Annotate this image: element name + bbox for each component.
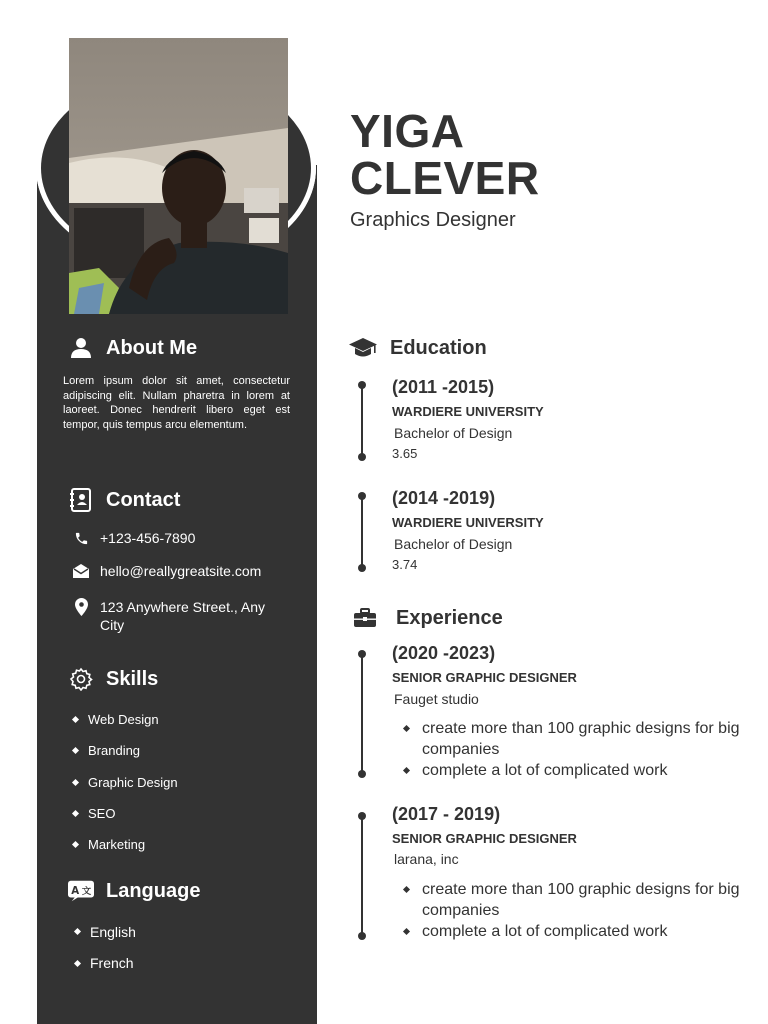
- language-list: [75, 916, 136, 979]
- candidate-name: [350, 105, 540, 204]
- contact-phone[interactable]: [72, 529, 195, 547]
- education-timeline-2: [361, 496, 363, 568]
- experience-point: complete a lot of complicated work: [404, 760, 744, 781]
- skill-item: Web Design: [73, 704, 178, 735]
- experience-heading: [350, 605, 503, 631]
- skill-item: Marketing: [73, 829, 178, 860]
- about-heading-label: About Me: [106, 336, 198, 359]
- skill-item: Branding: [73, 735, 178, 766]
- language-heading-label: Language: [106, 879, 201, 902]
- skills-list: [73, 704, 178, 860]
- user-icon: [68, 335, 94, 361]
- language-item: French: [75, 948, 136, 980]
- skill-item: Graphic Design: [73, 767, 178, 798]
- education-gpa: 3.74: [392, 557, 418, 572]
- experience-company: Fauget studio: [394, 691, 479, 707]
- education-gpa: 3.65: [392, 446, 418, 461]
- experience-company: larana, inc: [394, 851, 459, 867]
- briefcase-icon: [350, 605, 380, 631]
- contact-heading: [68, 487, 180, 513]
- about-text: Lorem ipsum dolor sit amet, consectetur adipiscing elit. Nullam pharetra in lorem at laoreet. Donec hendrerit libero eget est tempor, quis tempus arcu elementum.: [63, 375, 290, 431]
- contact-heading-label: Contact: [106, 488, 181, 511]
- job-title: Graphics Designer: [350, 209, 516, 231]
- skill-item: SEO: [73, 798, 178, 829]
- experience-years: (2020 -2023): [392, 643, 496, 663]
- education-school: WARDIERE UNIVERSITY: [392, 515, 544, 530]
- experience-heading-label: Experience: [396, 606, 503, 629]
- skills-heading: [68, 666, 158, 692]
- envelope-icon: [72, 562, 90, 580]
- graduation-cap-icon: [348, 335, 378, 361]
- contact-address: [72, 598, 292, 634]
- location-pin-icon: [72, 598, 90, 616]
- phone-icon: [72, 529, 90, 547]
- experience-point: create more than 100 graphic designs for big companies: [404, 879, 744, 921]
- contact-address-text: 123 Anywhere Street., Any City: [100, 599, 265, 633]
- education-heading: [348, 335, 487, 361]
- skills-heading-label: Skills: [106, 667, 159, 690]
- experience-title: SENIOR GRAPHIC DESIGNER: [392, 831, 577, 846]
- about-heading: [68, 335, 197, 361]
- svg-text:文: 文: [81, 885, 92, 897]
- education-years: (2014 -2019): [392, 488, 496, 508]
- experience-point: complete a lot of complicated work: [404, 921, 744, 942]
- profile-photo: [69, 38, 288, 314]
- contact-phone-text: +123-456-7890: [100, 530, 196, 546]
- education-heading-label: Education: [390, 336, 487, 359]
- gear-icon: [68, 666, 94, 692]
- name-last: CLEVER: [350, 152, 540, 204]
- education-school: WARDIERE UNIVERSITY: [392, 404, 544, 419]
- experience-timeline-2: [361, 816, 363, 936]
- education-years: (2011 -2015): [392, 377, 495, 397]
- name-first: YIGA: [350, 105, 465, 157]
- contact-email[interactable]: [72, 562, 261, 580]
- experience-points: [404, 879, 744, 942]
- education-degree: Bachelor of Design: [394, 425, 513, 441]
- experience-title: SENIOR GRAPHIC DESIGNER: [392, 670, 577, 685]
- contact-email-text: hello@reallygreatsite.com: [100, 563, 262, 579]
- experience-years: (2017 - 2019): [392, 804, 501, 824]
- education-degree: Bachelor of Design: [394, 536, 513, 552]
- svg-text:A: A: [71, 885, 80, 897]
- language-item: English: [75, 916, 136, 948]
- experience-timeline-1: [361, 654, 363, 774]
- experience-point: create more than 100 graphic designs for big companies: [404, 718, 744, 760]
- translate-icon: [68, 878, 94, 904]
- education-timeline-1: [361, 385, 363, 457]
- contact-book-icon: [68, 487, 94, 513]
- experience-points: [404, 718, 744, 781]
- language-heading: [68, 878, 200, 904]
